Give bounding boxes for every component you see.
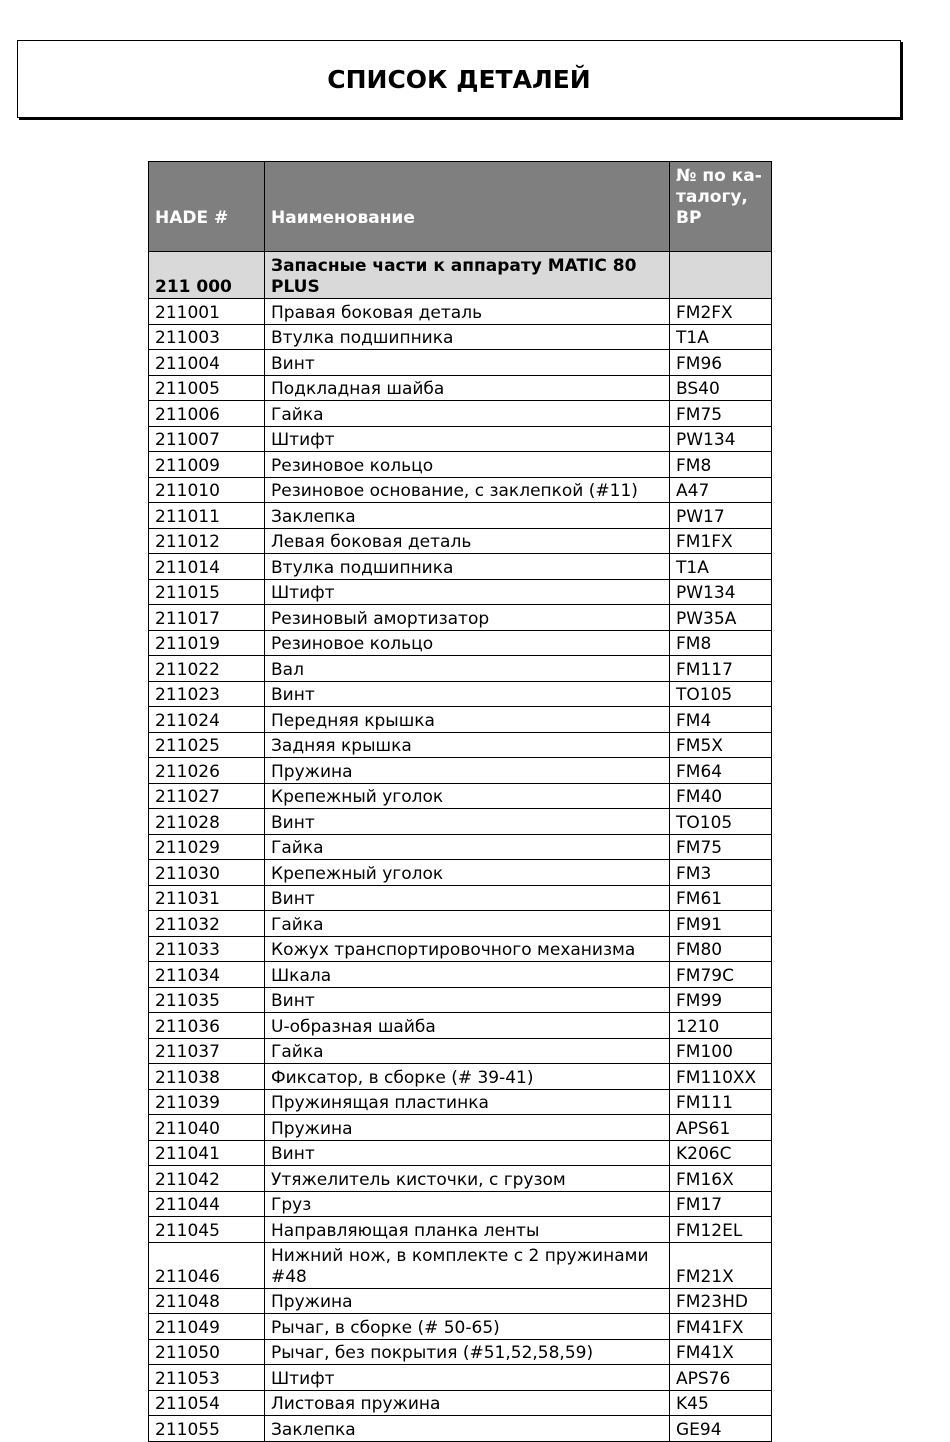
cell-name: Винт	[265, 885, 670, 911]
table-row	[149, 1314, 772, 1340]
cell-hade: 211038	[149, 1064, 265, 1090]
cell-catalog: PW17	[670, 503, 772, 529]
cell-name: Вал	[265, 656, 670, 682]
cell-hade: 211054	[149, 1390, 265, 1416]
cell-hade: 211053	[149, 1365, 265, 1391]
table-row	[149, 681, 772, 707]
cell-name: Кожух транспортировочного механизма	[265, 936, 670, 962]
cell-hade: 211042	[149, 1166, 265, 1192]
cell-hade: 211017	[149, 605, 265, 631]
cell-hade: 211032	[149, 911, 265, 937]
table-row	[149, 1365, 772, 1391]
table-row	[149, 656, 772, 682]
cell-catalog: FM21X	[670, 1242, 772, 1288]
cell-catalog: A47	[670, 477, 772, 503]
cell-hade: 211010	[149, 477, 265, 503]
cell-hade: 211014	[149, 554, 265, 580]
cell-name: Утяжелитель кисточки, с грузом	[265, 1166, 670, 1192]
cell-catalog: FM1FX	[670, 528, 772, 554]
cell-name: U-образная шайба	[265, 1013, 670, 1039]
cell-hade: 211048	[149, 1288, 265, 1314]
cell-catalog: GE94	[670, 1416, 772, 1442]
cell-hade: 211026	[149, 758, 265, 784]
table-row	[149, 350, 772, 376]
table-row	[149, 426, 772, 452]
cell-hade: 211031	[149, 885, 265, 911]
cell-catalog: K206C	[670, 1140, 772, 1166]
table-row	[149, 834, 772, 860]
cell-hade: 211012	[149, 528, 265, 554]
cell-name: Гайка	[265, 834, 670, 860]
cell-hade: 211011	[149, 503, 265, 529]
table-row	[149, 1064, 772, 1090]
cell-hade: 211040	[149, 1115, 265, 1141]
table-header-row	[149, 162, 772, 252]
cell-catalog: FM2FX	[670, 299, 772, 325]
cell-catalog: FM4	[670, 707, 772, 733]
cell-hade: 211007	[149, 426, 265, 452]
cell-name: Рычаг, без покрытия (#51,52,58,59)	[265, 1339, 670, 1365]
cell-hade: 211041	[149, 1140, 265, 1166]
cell-hade: 211022	[149, 656, 265, 682]
cell-name: Резиновое кольцо	[265, 452, 670, 478]
table-row	[149, 605, 772, 631]
cell-hade: 211049	[149, 1314, 265, 1340]
section-cat	[670, 252, 772, 299]
section-code: 211 000	[149, 252, 265, 299]
page-title: СПИСОК ДЕТАЛЕЙ	[327, 64, 591, 94]
cell-name: Пружинящая пластинка	[265, 1089, 670, 1115]
cell-name: Винт	[265, 987, 670, 1013]
cell-hade: 211055	[149, 1416, 265, 1442]
section-row	[149, 252, 772, 299]
cell-hade: 211036	[149, 1013, 265, 1039]
cell-catalog: FM8	[670, 630, 772, 656]
cell-hade: 211037	[149, 1038, 265, 1064]
cell-hade: 211046	[149, 1242, 265, 1288]
table-row	[149, 554, 772, 580]
table-row	[149, 528, 772, 554]
cell-catalog: FM23HD	[670, 1288, 772, 1314]
cell-name: Крепежный уголок	[265, 860, 670, 886]
cell-hade: 211001	[149, 299, 265, 325]
cell-catalog: FM5X	[670, 732, 772, 758]
table-row	[149, 452, 772, 478]
table-row	[149, 987, 772, 1013]
cell-catalog: TO105	[670, 681, 772, 707]
cell-name: Винт	[265, 1140, 670, 1166]
cell-hade: 211015	[149, 579, 265, 605]
cell-name: Заклепка	[265, 1416, 670, 1442]
cell-catalog: FM117	[670, 656, 772, 682]
table-row	[149, 1089, 772, 1115]
cell-name: Груз	[265, 1191, 670, 1217]
table-row	[149, 375, 772, 401]
cell-name: Пружина	[265, 1115, 670, 1141]
cell-catalog: TO105	[670, 809, 772, 835]
cell-catalog: PW134	[670, 426, 772, 452]
table-row	[149, 783, 772, 809]
table-row	[149, 299, 772, 325]
cell-catalog: FM100	[670, 1038, 772, 1064]
table-row	[149, 732, 772, 758]
cell-name: Фиксатор, в сборке (# 39-41)	[265, 1064, 670, 1090]
cell-catalog: FM16X	[670, 1166, 772, 1192]
cell-name: Правая боковая деталь	[265, 299, 670, 325]
cell-catalog: FM110XX	[670, 1064, 772, 1090]
cell-name: Нижний нож, в комплекте с 2 пружинами #48	[265, 1242, 670, 1288]
cell-catalog: FM41X	[670, 1339, 772, 1365]
cell-name: Резиновое основание, с заклепкой (#11)	[265, 477, 670, 503]
cell-name: Шкала	[265, 962, 670, 988]
cell-name: Задняя крышка	[265, 732, 670, 758]
table-row	[149, 477, 772, 503]
cell-hade: 211039	[149, 1089, 265, 1115]
cell-hade: 211019	[149, 630, 265, 656]
cell-name: Направляющая планка ленты	[265, 1217, 670, 1243]
cell-name: Винт	[265, 681, 670, 707]
cell-catalog: FM12EL	[670, 1217, 772, 1243]
cell-name: Штифт	[265, 426, 670, 452]
cell-hade: 211035	[149, 987, 265, 1013]
cell-catalog: FM17	[670, 1191, 772, 1217]
table-row	[149, 401, 772, 427]
cell-catalog: PW35A	[670, 605, 772, 631]
table-row	[149, 630, 772, 656]
cell-name: Пружина	[265, 758, 670, 784]
cell-catalog: FM41FX	[670, 1314, 772, 1340]
column-header-catalog-line: талогу,	[676, 187, 748, 207]
table-row	[149, 1390, 772, 1416]
cell-catalog: FM80	[670, 936, 772, 962]
table-row	[149, 707, 772, 733]
cell-catalog: FM75	[670, 401, 772, 427]
cell-catalog: FM91	[670, 911, 772, 937]
cell-hade: 211023	[149, 681, 265, 707]
cell-catalog: K45	[670, 1390, 772, 1416]
cell-catalog: APS61	[670, 1115, 772, 1141]
cell-name: Штифт	[265, 1365, 670, 1391]
cell-hade: 211034	[149, 962, 265, 988]
cell-hade: 211025	[149, 732, 265, 758]
table-row	[149, 809, 772, 835]
cell-name: Передняя крышка	[265, 707, 670, 733]
cell-name: Втулка подшипника	[265, 324, 670, 350]
cell-catalog: FM40	[670, 783, 772, 809]
table-row	[149, 1242, 772, 1288]
table-row	[149, 1416, 772, 1442]
cell-catalog: BS40	[670, 375, 772, 401]
cell-name: Листовая пружина	[265, 1390, 670, 1416]
cell-hade: 211027	[149, 783, 265, 809]
cell-catalog: FM111	[670, 1089, 772, 1115]
cell-name: Винт	[265, 350, 670, 376]
cell-name: Заклепка	[265, 503, 670, 529]
table-row	[149, 1191, 772, 1217]
cell-name: Пружина	[265, 1288, 670, 1314]
cell-catalog: FM96	[670, 350, 772, 376]
cell-hade: 211004	[149, 350, 265, 376]
cell-name: Резиновое кольцо	[265, 630, 670, 656]
table-row	[149, 962, 772, 988]
cell-catalog: T1A	[670, 324, 772, 350]
cell-name: Гайка	[265, 911, 670, 937]
table-row	[149, 503, 772, 529]
cell-name: Крепежный уголок	[265, 783, 670, 809]
cell-name: Втулка подшипника	[265, 554, 670, 580]
cell-hade: 211033	[149, 936, 265, 962]
column-header-catalog-line: № по ка-	[676, 166, 762, 186]
table-row	[149, 1166, 772, 1192]
cell-catalog: T1A	[670, 554, 772, 580]
cell-hade: 211024	[149, 707, 265, 733]
cell-catalog: APS76	[670, 1365, 772, 1391]
table-row	[149, 860, 772, 886]
cell-name: Винт	[265, 809, 670, 835]
section-name: Запасные части к аппарату MATIC 80 PLUS	[265, 252, 670, 299]
cell-hade: 211009	[149, 452, 265, 478]
cell-hade: 211005	[149, 375, 265, 401]
cell-catalog: FM64	[670, 758, 772, 784]
table-row	[149, 1038, 772, 1064]
column-header-hade: HADE #	[149, 162, 265, 252]
column-header-name: Наименование	[265, 162, 670, 252]
table-row	[149, 1140, 772, 1166]
cell-catalog: FM3	[670, 860, 772, 886]
cell-hade: 211030	[149, 860, 265, 886]
table-row	[149, 1339, 772, 1365]
cell-name: Штифт	[265, 579, 670, 605]
cell-hade: 211044	[149, 1191, 265, 1217]
cell-hade: 211045	[149, 1217, 265, 1243]
column-header-catalog	[670, 162, 772, 252]
cell-hade: 211028	[149, 809, 265, 835]
table-row	[149, 1217, 772, 1243]
table-row	[149, 1288, 772, 1314]
cell-catalog: FM79C	[670, 962, 772, 988]
cell-catalog: FM8	[670, 452, 772, 478]
table-row	[149, 758, 772, 784]
cell-name: Гайка	[265, 401, 670, 427]
cell-hade: 211050	[149, 1339, 265, 1365]
cell-name: Подкладная шайба	[265, 375, 670, 401]
table-row	[149, 885, 772, 911]
cell-hade: 211003	[149, 324, 265, 350]
column-header-catalog-line: BP	[676, 208, 702, 228]
title-box	[17, 40, 901, 118]
table-row	[149, 1013, 772, 1039]
cell-catalog: FM75	[670, 834, 772, 860]
cell-name: Левая боковая деталь	[265, 528, 670, 554]
cell-hade: 211006	[149, 401, 265, 427]
cell-hade: 211029	[149, 834, 265, 860]
cell-name: Резиновый амортизатор	[265, 605, 670, 631]
cell-catalog: 1210	[670, 1013, 772, 1039]
table-row	[149, 911, 772, 937]
cell-name: Рычаг, в сборке (# 50-65)	[265, 1314, 670, 1340]
cell-catalog: FM61	[670, 885, 772, 911]
table-row	[149, 1115, 772, 1141]
table-row	[149, 579, 772, 605]
parts-table	[148, 161, 772, 1442]
cell-catalog: FM99	[670, 987, 772, 1013]
cell-name: Гайка	[265, 1038, 670, 1064]
cell-catalog: PW134	[670, 579, 772, 605]
table-row	[149, 936, 772, 962]
table-row	[149, 324, 772, 350]
